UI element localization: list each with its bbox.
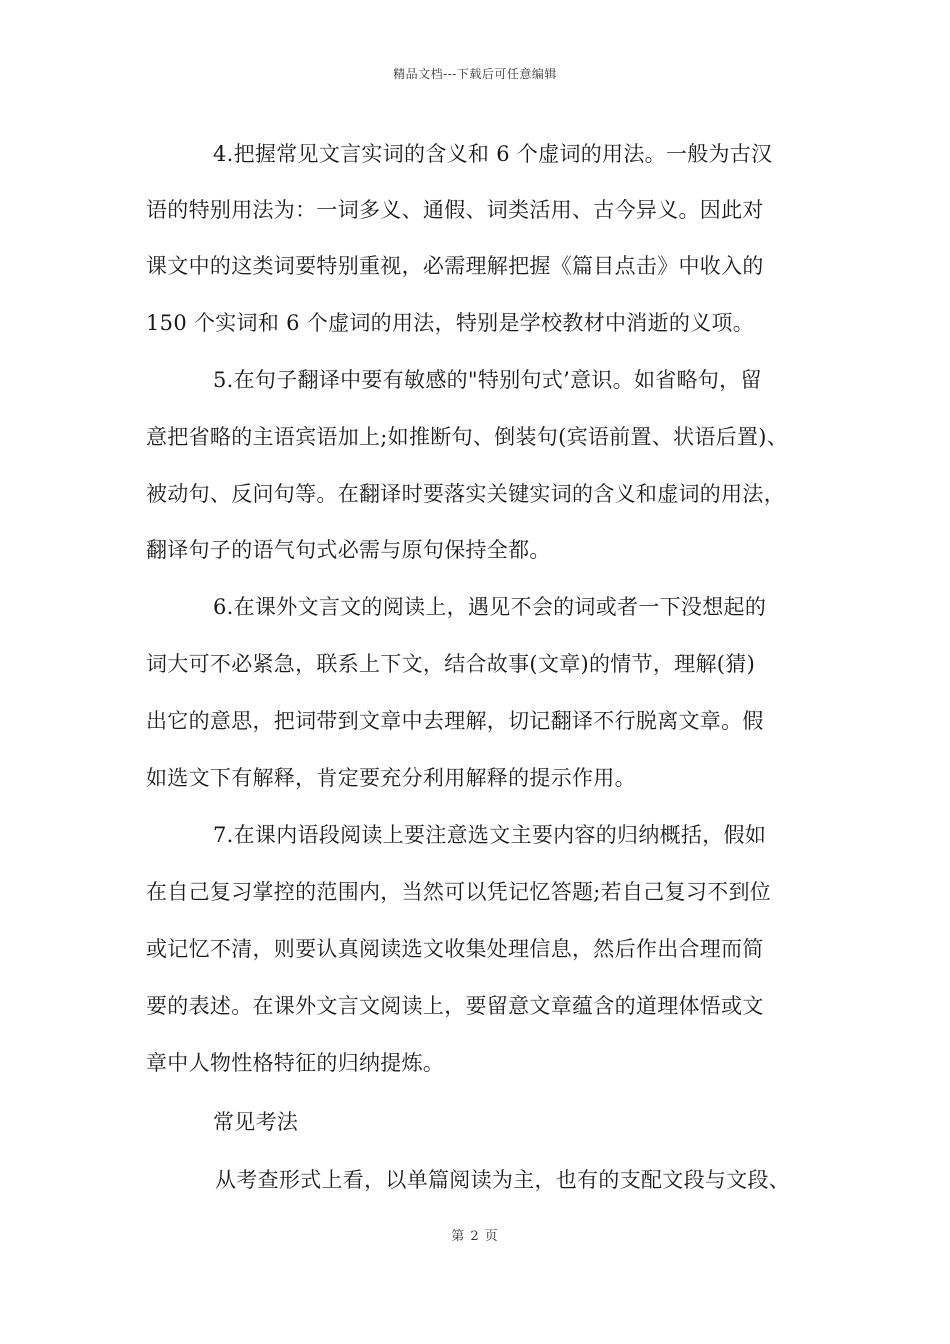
paragraph-4-line-3: 课文中的这类词要特别重视，必需理解把握《篇目点击》中收入的: [146, 254, 764, 278]
paragraph-6-line-3: 出它的意思，把词带到文章中去理解，切记翻译不行脱离文章。假: [146, 709, 764, 733]
paragraph-4-line-1: 4.把握常见文言实词的含义和 6 个虚词的用法。一般为古汉: [213, 142, 773, 166]
paragraph-7-line-5: 章中人物性格特征的归纳提炼。: [146, 1051, 445, 1075]
page-number: 第 2 页: [451, 1229, 499, 1244]
paragraph-5-line-1: 5.在句子翻译中要有敏感的"特别句式’意识。如省略句，留: [213, 368, 762, 392]
paragraph-7-line-2: 在自己复习掌控的范围内，当然可以凭记忆答题;若自己复习不到位: [146, 880, 772, 904]
paragraph-5-line-4: 翻译句子的语气句式必需与原句保持全都。: [146, 538, 551, 562]
paragraph-6-line-4: 如选文下有解释，肯定要充分利用解释的提示作用。: [146, 766, 636, 790]
paragraph-7-line-4: 要的表述。在课外文言文阅读上，要留意文章蕴含的道理体悟或文: [146, 994, 764, 1018]
paragraph-4-line-4: 150 个实词和 6 个虚词的用法，特别是学校教材中消逝的义项。: [146, 311, 755, 335]
paragraph-7-line-1: 7.在课内语段阅读上要注意选文主要内容的归纳概括，假如: [213, 823, 767, 847]
paragraph-5-line-2: 意把省略的主语宾语加上;如推断句、倒装句(宾语前置、状语后置)、: [146, 425, 789, 449]
paragraph-5-line-3: 被动句、反问句等。在翻译时要落实关键实词的含义和虚词的用法，: [146, 482, 785, 506]
paragraph-6-line-2: 词大可不必紧急，联系上下文，结合故事(文章)的情节，理解(猜): [146, 652, 756, 676]
paragraph-7-line-3: 或记忆不清，则要认真阅读选文收集处理信息，然后作出合理而简: [146, 937, 764, 961]
section-heading: 常见考法: [213, 1110, 299, 1134]
paragraph-8-line-1: 从考查形式上看，以单篇阅读为主，也有的支配文段与文段、: [215, 1168, 791, 1192]
page-header: 精品文档---下载后可任意编辑: [393, 67, 557, 81]
paragraph-4-line-2: 语的特别用法为：一词多义、通假、词类活用、古今异义。因此对: [146, 198, 764, 222]
paragraph-6-line-1: 6.在课外文言文的阅读上，遇见不会的词或者一下没想起的: [213, 595, 767, 619]
